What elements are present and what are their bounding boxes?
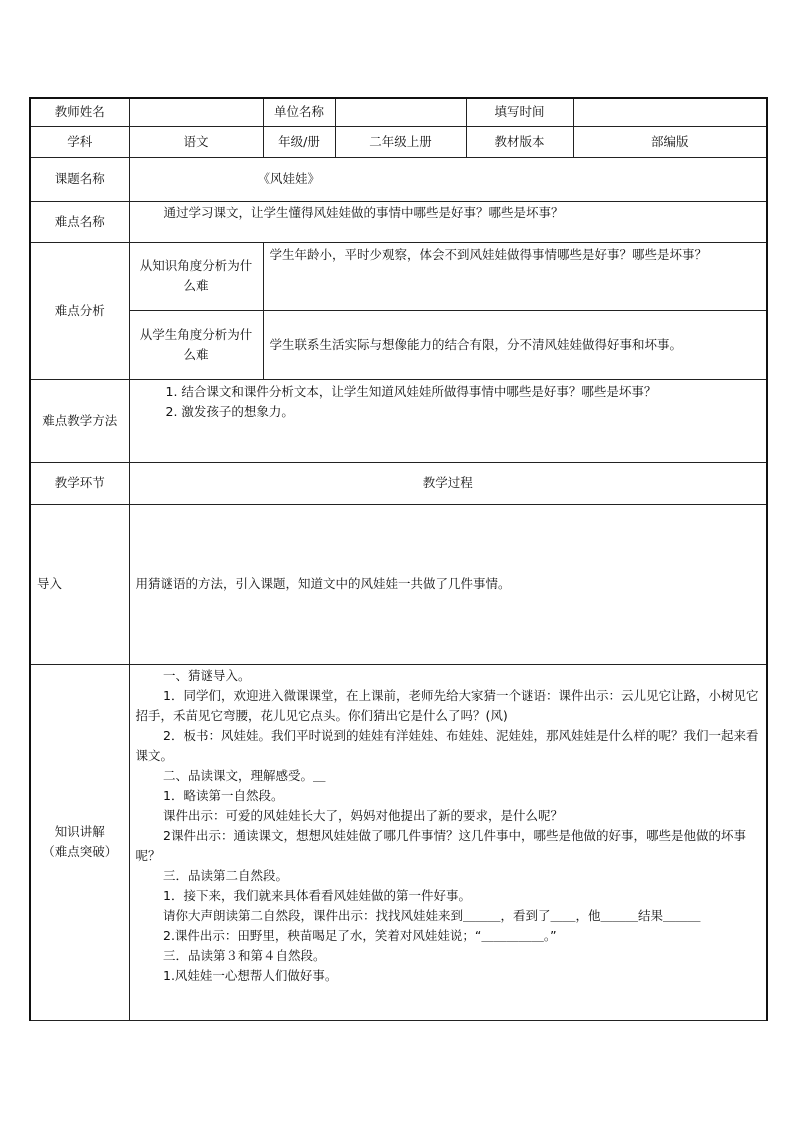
analysis-row-knowledge <box>30 242 767 310</box>
intro-label: 导入 <box>30 504 129 664</box>
lecture-line: 1．接下来，我们就来具体看看风娃娃做的第一件好事。 <box>163 887 471 903</box>
intro-value: 用猜谜语的方法，引入课题，知道文中的风娃娃一共做了几件事情。 <box>129 504 767 664</box>
difficulty-value: 通过学习课文，让学生懂得风娃娃做的事情中哪些是好事？哪些是坏事？ <box>129 201 767 242</box>
subject-value: 语文 <box>129 126 263 157</box>
lecture-line: 二、品读课文，理解感受。＿ <box>163 767 326 783</box>
method-item: 1. 结合课文和课件分析文本，让学生知道风娃娃所做得事情中哪些是好事？哪些是坏事？ <box>165 383 657 399</box>
knowledge-label: 从知识角度分析为什么难 <box>129 242 263 310</box>
difficulty-label: 难点名称 <box>30 201 129 242</box>
lecture-line: 三．品读第二自然段。 <box>163 867 289 883</box>
header-row-2 <box>30 126 767 157</box>
lecture-line: 一、猜谜导入。 <box>163 667 251 683</box>
date-label: 填写时间 <box>466 98 573 126</box>
analysis-label: 难点分析 <box>30 242 129 379</box>
method-item: 2. 激发孩子的想象力。 <box>165 403 294 419</box>
lecture-row <box>30 664 767 1020</box>
knowledge-value: 学生年龄小，平时少观察，体会不到风娃娃做得事情哪些是好事？哪些是坏事？ <box>263 242 767 310</box>
lecture-label-cell <box>30 664 129 1020</box>
edition-label: 教材版本 <box>466 126 573 157</box>
grade-value: 二年级上册 <box>335 126 466 157</box>
lecture-line: 2.课件出示：田野里，秧苗喝足了水，笑着对风娃娃说；“＿＿＿＿＿。” <box>163 927 557 943</box>
difficulty-row <box>30 201 767 242</box>
lecture-line: 请你大声朗读第二自然段，课件出示：找找风娃娃来到＿＿＿，看到了＿＿，他＿＿＿结果＿＿＿ <box>163 907 701 923</box>
stage-value: 教学过程 <box>129 462 767 504</box>
lecture-line: 课件出示：可爱的风娃娃长大了，妈妈对他提出了新的要求，是什么呢？ <box>163 807 564 823</box>
stage-header-row <box>30 462 767 504</box>
lecture-content <box>129 664 767 1020</box>
edition-value: 部编版 <box>573 126 767 157</box>
unit-label: 单位名称 <box>263 98 335 126</box>
date-value <box>573 98 767 126</box>
lecture-label: 知识讲解 <box>54 824 105 839</box>
unit-value <box>335 98 466 126</box>
teacher-value <box>129 98 263 126</box>
lecture-line: 2课件出示：通读课文，想想风娃娃做了哪几件事情？这几件事中，哪些是他做的好事，哪些是他做的坏事呢？ <box>135 827 746 863</box>
method-label: 难点教学方法 <box>30 379 129 462</box>
intro-row <box>30 504 767 664</box>
topic-value: 《风娃娃》 <box>129 157 767 201</box>
grade-label: 年级/册 <box>263 126 335 157</box>
subject-label: 学科 <box>30 126 129 157</box>
method-row <box>30 379 767 462</box>
method-content <box>129 379 767 462</box>
student-label: 从学生角度分析为什么难 <box>129 310 263 379</box>
lecture-line: 三．品读第３和第４自然段。 <box>163 947 326 963</box>
lecture-line: 1．略读第一自然段。 <box>163 787 284 803</box>
stage-label: 教学环节 <box>30 462 129 504</box>
analysis-row-student <box>30 310 767 379</box>
lecture-line: 2．板书：风娃娃。我们平时说到的娃娃有洋娃娃、布娃娃、泥娃娃，那风娃娃是什么样的呢？我们一起来看课文。 <box>135 727 759 763</box>
student-value: 学生联系生活实际与想像能力的结合有限，分不清风娃娃做得好事和坏事。 <box>263 310 767 379</box>
topic-row <box>30 157 767 201</box>
lecture-line: 1.风娃娃一心想帮人们做好事。 <box>163 967 338 983</box>
lesson-design-form <box>29 97 768 1021</box>
teacher-label: 教师姓名 <box>30 98 129 126</box>
header-row-1 <box>30 98 767 126</box>
topic-label: 课题名称 <box>30 157 129 201</box>
lecture-label-sub: （难点突破） <box>42 844 118 859</box>
lecture-line: 1．同学们，欢迎进入微课课堂，在上课前，老师先给大家猜一个谜语：课件出示：云儿见它让路，小树见它招手，禾苗见它弯腰，花儿见它点头。你们猜出它是什么了吗？(风) <box>135 687 759 723</box>
